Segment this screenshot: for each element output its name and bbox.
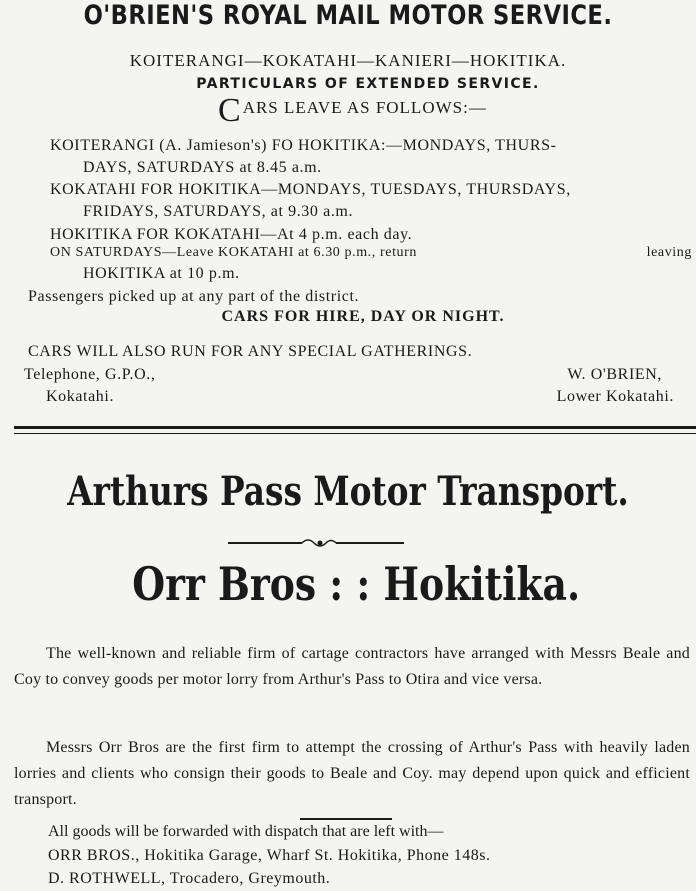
paragraph-1: The well-known and reliable firm of cartage contractors have arranged with Messrs Beale and Coy to convey goods per motor lorry from Arthur's Pass to Otira and vice versa.: [14, 645, 690, 688]
ad2-title: Arthurs Pass Motor Transport.: [67, 468, 629, 515]
cars-leave-text: ARS LEAVE AS FOLLOWS:—: [242, 98, 487, 117]
cars-for-hire: CARS FOR HIRE, DAY OR NIGHT.: [221, 308, 505, 325]
drop-cap: C: [218, 92, 242, 129]
ornament-flourish: [228, 536, 404, 550]
schedule-line-5: HOKITIKA FOR KOKATAHI—At 4 p.m. each day.: [50, 226, 413, 243]
schedule-line-6: ON SATURDAYS—Leave KOKATAHI at 6.30 p.m., return: [50, 245, 418, 260]
schedule-line-4: FRIDAYS, SATURDAYS, at 9.30 a.m.: [83, 203, 354, 220]
divider-thin: [14, 433, 696, 434]
ad1-cars-leave-heading: [218, 92, 487, 130]
owner-place: Lower Kokatahi.: [556, 388, 674, 405]
footer-address-rothwell: D. ROTHWELL, Trocadero, Greymouth.: [48, 870, 331, 887]
schedule-line-6-end: leaving: [646, 245, 692, 260]
owner-name: W. O'BRIEN,: [567, 366, 662, 383]
ad2-subtitle: Orr Bros : : Hokitika.: [132, 557, 581, 611]
telephone-place: Kokatahi.: [46, 388, 115, 405]
schedule-line-7: HOKITIKA at 10 p.m.: [83, 265, 240, 282]
ad1-title: O'BRIEN'S ROYAL MAIL MOTOR SERVICE.: [83, 0, 613, 31]
schedule-line-1: KOITERANGI (A. Jamieson's) FO HOKITIKA:—MONDAYS, THURS-: [50, 137, 557, 154]
passengers-note: Passengers picked up at any part of the district.: [28, 288, 360, 305]
footer-address-orr: ORR BROS., Hokitika Garage, Wharf St. Hokitika, Phone 148s.: [48, 847, 491, 864]
divider-thick: [14, 426, 696, 429]
schedule-line-2: DAYS, SATURDAYS at 8.45 a.m.: [83, 159, 322, 176]
paragraph-2: Messrs Orr Bros are the first firm to attempt the crossing of Arthur's Pass with heavily laden lorries and clients who consign their goods to Beale and Coy. may depend upon quick and efficient transport.: [14, 739, 690, 808]
short-divider: [300, 818, 392, 820]
special-gatherings: CARS WILL ALSO RUN FOR ANY SPECIAL GATHERINGS.: [28, 343, 473, 360]
footer-note: All goods will be forwarded with dispatch that are left with—: [48, 823, 444, 840]
ad1-particulars-heading: PARTICULARS OF EXTENDED SERVICE.: [196, 76, 540, 92]
telephone: Telephone, G.P.O.,: [24, 366, 156, 383]
ad1-route: KOITERANGI—KOKATAHI—KANIERI—HOKITIKA.: [129, 51, 567, 70]
schedule-line-3: KOKATAHI FOR HOKITIKA—MONDAYS, TUESDAYS, THURSDAYS,: [50, 181, 571, 198]
